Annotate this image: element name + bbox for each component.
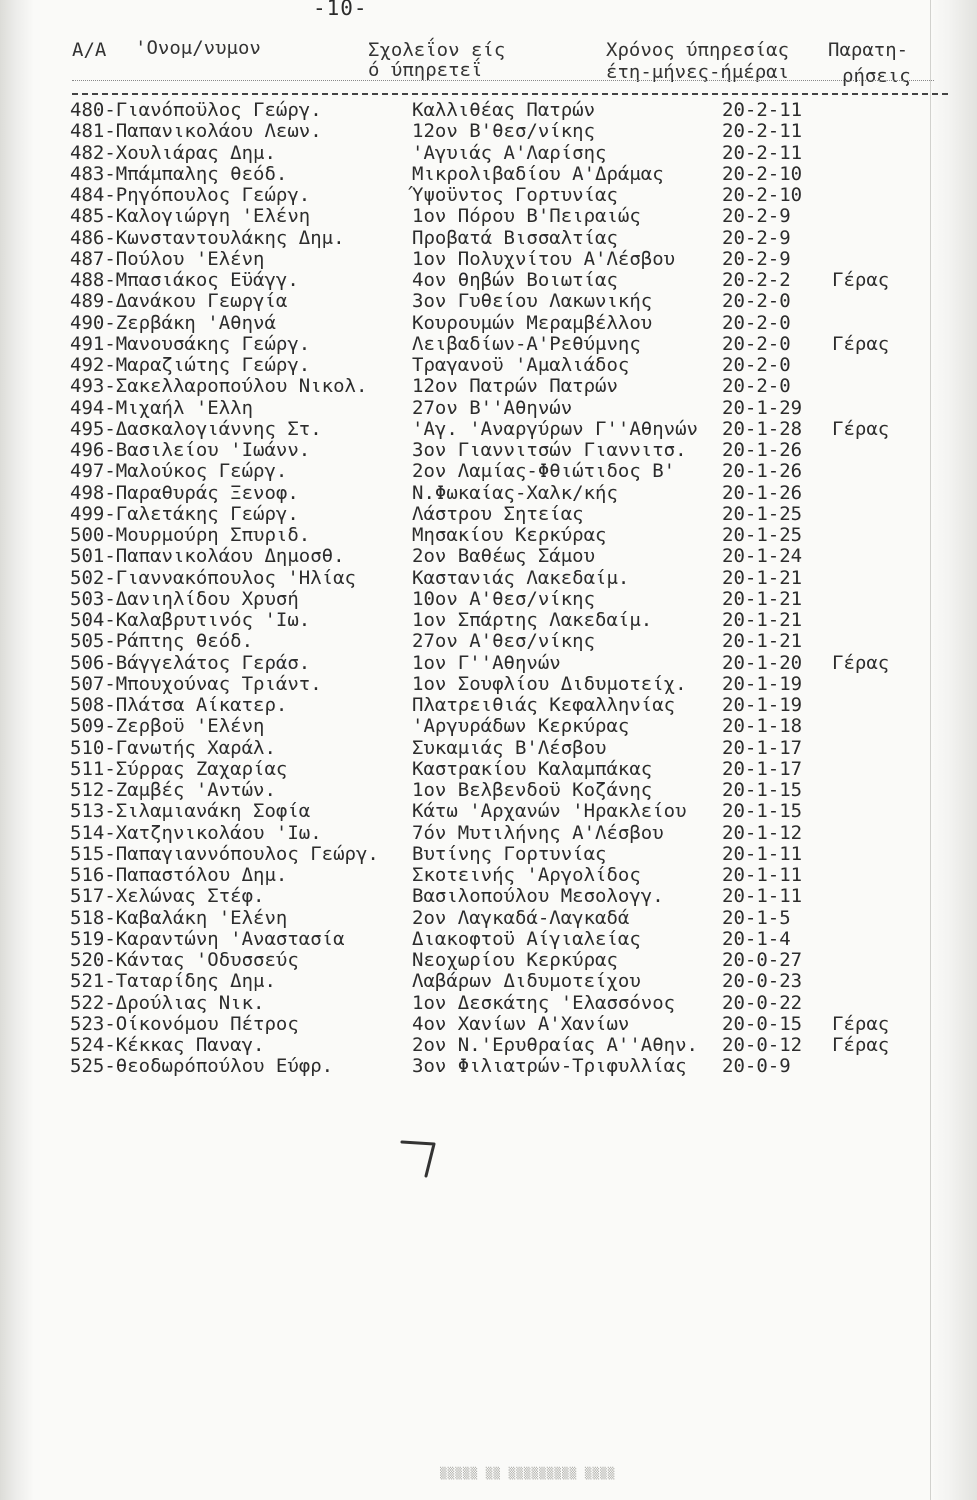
table-row	[0, 589, 977, 610]
record-name: 484-Ρηγόπουλος Γεώργ.	[70, 184, 311, 206]
record-name: 514-Χατζηνικολάου 'Ιω.	[70, 821, 322, 844]
record-years: 20-0-12	[722, 1034, 803, 1056]
record-name: 497-Μαλούκος Γεώργ.	[70, 460, 288, 483]
record-name: 520-Κάντας 'Οδυσσεύς	[70, 949, 299, 971]
table-row	[0, 206, 977, 227]
table-row	[0, 440, 977, 461]
record-years: 20-1-19	[722, 694, 803, 716]
record-name: 495-Δασκαλογιάννης Στ.	[70, 417, 322, 440]
record-name: 524-Κέκκας Παναγ.	[70, 1034, 265, 1056]
record-years: 20-2-11	[722, 141, 803, 164]
record-years: 20-0-23	[722, 970, 803, 993]
record-school: 12ον Πατρών Πατρών	[412, 375, 618, 398]
record-years: 20-1-15	[722, 779, 803, 801]
record-school: Βασιλοπούλου Μεσολογγ.	[412, 885, 664, 908]
record-name: 487-Πούλου 'Ελένη	[70, 247, 265, 270]
table-row	[0, 504, 977, 525]
table-row	[0, 929, 977, 950]
record-name: 485-Καλογιώργη 'Ελένη	[70, 205, 311, 228]
record-school: Κάτω 'Αρχανών 'Ηρακλείου	[412, 800, 687, 823]
record-years: 20-1-5	[722, 906, 791, 929]
record-school: 10ον Α'θεσ/νίκης	[412, 587, 596, 610]
table-row	[0, 1056, 977, 1077]
table-row	[0, 801, 977, 822]
table-row	[0, 971, 977, 992]
record-school: 4ον θηβών Βοιωτίας	[412, 269, 618, 291]
table-row	[0, 716, 977, 737]
record-years: 20-1-12	[722, 821, 803, 844]
record-years: 20-0-15	[722, 1012, 803, 1035]
record-name: 509-Ζερβοϋ 'Ελένη	[70, 715, 265, 738]
table-row	[0, 228, 977, 249]
record-school: Ύψοϋντος Γορτυνίας	[412, 184, 618, 206]
record-years: 20-2-11	[722, 120, 803, 143]
record-school: Λαβάρων Διδυμοτείχου	[412, 970, 641, 993]
record-notes: Γέρας	[832, 332, 890, 355]
table-row	[0, 908, 977, 929]
table-row	[0, 653, 977, 674]
table-row	[0, 355, 977, 376]
header-name: 'Ονομ/νυμον	[135, 37, 261, 59]
record-name: 486-Κωνσταντουλάκης Δημ.	[70, 226, 345, 249]
table-row	[0, 164, 977, 185]
table-row	[0, 398, 977, 419]
table-row	[0, 780, 977, 801]
header-number: Α/Α	[72, 39, 107, 61]
table-row	[0, 313, 977, 334]
record-years: 20-1-20	[722, 651, 803, 674]
record-years: 20-2-0	[722, 290, 791, 313]
record-years: 20-1-21	[722, 630, 803, 653]
record-years: 20-1-29	[722, 396, 803, 419]
record-name: 499-Γαλετάκης Γεώργ.	[70, 502, 299, 525]
record-school: 1ον Σουφλίου Διδυμοτείχ.	[412, 672, 687, 695]
record-school: Καστανιάς Λακεδαίμ.	[412, 566, 630, 589]
header-notes-line2: ρήσεις	[842, 65, 911, 87]
record-years: 20-0-22	[722, 991, 803, 1014]
record-name: 512-Ζαμβές 'Αντών.	[70, 779, 276, 801]
header-school-line2: ό ύπηρετεΐ	[368, 59, 483, 81]
table-row	[0, 695, 977, 716]
table-row	[0, 376, 977, 397]
record-years: 20-2-11	[722, 99, 803, 121]
record-school: 1ον Βελβενδοϋ Κοζάνης	[412, 779, 653, 801]
record-years: 20-1-4	[722, 927, 791, 950]
record-name: 483-Μπάμπαλης θεόδ.	[70, 162, 288, 185]
record-name: 523-Οίκονόμου Πέτρος	[70, 1012, 299, 1035]
record-years: 20-2-0	[722, 311, 791, 334]
record-years: 20-1-21	[722, 587, 803, 610]
record-school: 'Αγυιάς Α'Λαρίσης	[412, 141, 607, 164]
record-school: 12ον Β'θεσ/νίκης	[412, 120, 596, 143]
table-row	[0, 823, 977, 844]
table-row	[0, 334, 977, 355]
record-years: 20-1-19	[722, 672, 803, 695]
record-years: 20-1-26	[722, 439, 803, 461]
table-row	[0, 993, 977, 1014]
table-row	[0, 759, 977, 780]
record-name: 507-Μπουχούνας Τριάντ.	[70, 672, 322, 695]
header-school-line1: Σχολεΐον είς	[368, 39, 506, 61]
record-name: 494-Μιχαήλ 'Ελλη	[70, 396, 254, 419]
record-school: 7όν Μυτιλήνης Α'Λέσβου	[412, 821, 664, 844]
record-name: 508-Πλάτσα Αίκατερ.	[70, 694, 288, 716]
table-row	[0, 185, 977, 206]
record-name: 501-Παπανικολάου Δημοσθ.	[70, 545, 345, 568]
header-notes-line1: Παρατη-	[828, 39, 909, 61]
table-row	[0, 143, 977, 164]
record-notes: Γέρας	[832, 417, 890, 440]
faint-bottom-stamp: ▒▒▒▒▒ ▒▒ ▒▒▒▒▒▒▒▒▒ ▒▒▒▒	[440, 1467, 616, 1480]
record-years: 20-2-10	[722, 184, 803, 206]
record-years: 20-1-25	[722, 524, 803, 546]
record-school: 2ον Ν.'Ερυθραίας Α''Αθην.	[412, 1034, 698, 1056]
table-row	[0, 886, 977, 907]
record-school: Κουρουμών Μεραμβέλλου	[412, 311, 653, 334]
record-years: 20-1-11	[722, 885, 803, 908]
record-name: 500-Μουρμούρη Σπυριδ.	[70, 524, 311, 546]
record-school: 'Αγ. 'Αναργύρων Γ''Αθηνών	[412, 417, 698, 440]
table-row	[0, 610, 977, 631]
record-years: 20-1-28	[722, 417, 803, 440]
record-school: Ν.Φωκαίας-Χαλκ/κής	[412, 481, 618, 504]
record-school: 4ον Χανίων Α'Χανίων	[412, 1012, 630, 1035]
record-school: 1ον Σπάρτης Λακεδαίμ.	[412, 609, 653, 631]
record-school: Καλλιθέας Πατρών	[412, 99, 596, 121]
table-row	[0, 631, 977, 652]
header-rule	[72, 93, 948, 95]
record-school: Μικρολιβαδίου Α'Δράμας	[412, 162, 664, 185]
record-school: 1ον Δεσκάτης 'Ελασσόνος	[412, 991, 676, 1014]
record-name: 513-Σιλαμιανάκη Σοφία	[70, 800, 311, 823]
record-school: 27ον Β''Αθηνών	[412, 396, 573, 419]
record-name: 521-Ταταρίδης Δημ.	[70, 970, 276, 993]
record-years: 20-1-21	[722, 566, 803, 589]
record-notes: Γέρας	[832, 269, 890, 291]
record-name: 516-Παπαστόλου Δημ.	[70, 864, 288, 886]
record-school: 27ον Α'θεσ/νίκης	[412, 630, 596, 653]
record-school: Προβατά Βισσαλτίας	[412, 226, 618, 249]
record-school: 3ον Γιαννιτσών Γιαννιτσ.	[412, 439, 687, 461]
record-name: 481-Παπανικολάου Λεων.	[70, 120, 322, 143]
record-years: 20-2-9	[722, 247, 791, 270]
record-name: 503-Δανιηλίδου Χρυσή	[70, 587, 299, 610]
record-school: 1ον Πόρου Β'Πειραιώς	[412, 205, 641, 228]
page-number: -10-	[313, 0, 368, 20]
record-school: Διακοφτοϋ Αίγιαλείας	[412, 927, 641, 950]
record-years: 20-1-25	[722, 502, 803, 525]
table-row	[0, 1014, 977, 1035]
record-name: 489-Δανάκου Γεωργία	[70, 290, 288, 313]
record-name: 518-Καβαλάκη 'Ελένη	[70, 906, 288, 929]
record-school: 3ον Φιλιατρών-Τριφυλλίας	[412, 1055, 687, 1078]
record-years: 20-1-26	[722, 481, 803, 504]
record-years: 20-1-11	[722, 864, 803, 886]
record-school: Λειβαδίων-Α'Ρεθύμνης	[412, 332, 641, 355]
record-years: 20-2-2	[722, 269, 791, 291]
record-school: 2ον Λαμίας-Φθιώτιδος Β'	[412, 460, 676, 483]
table-row	[0, 865, 977, 886]
record-school: Καστρακίου Καλαμπάκας	[412, 757, 653, 780]
table-row	[0, 419, 977, 440]
record-name: 511-Σύρρας Ζαχαρίας	[70, 757, 288, 780]
record-name: 506-Βάγγελάτος Γεράσ.	[70, 651, 311, 674]
record-years: 20-2-0	[722, 332, 791, 355]
record-school: Βυτίνης Γορτυνίας	[412, 842, 607, 865]
record-name: 522-Δρούλιας Νικ.	[70, 991, 265, 1014]
record-years: 20-2-9	[722, 226, 791, 249]
table-row	[0, 546, 977, 567]
record-name: 480-Γιανόποϋλος Γεώργ.	[70, 99, 322, 121]
record-name: 505-Ράπτης θεόδ.	[70, 630, 254, 653]
record-name: 517-Χελώνας Στέφ.	[70, 885, 265, 908]
table-row	[0, 483, 977, 504]
record-years: 20-2-0	[722, 375, 791, 398]
handwritten-mark	[400, 1136, 460, 1186]
table-row	[0, 674, 977, 695]
record-name: 504-Καλαβρυτινός 'Ιω.	[70, 609, 311, 631]
record-name: 493-Σακελλαροπούλου Νικολ.	[70, 375, 368, 398]
record-name: 502-Γιαννακόπουλος 'Ηλίας	[70, 566, 356, 589]
table-row	[0, 249, 977, 270]
record-school: 1ον Πολυχνίτου Α'Λέσβου	[412, 247, 676, 270]
record-school: 2ον Λαγκαδά-Λαγκαδά	[412, 906, 630, 929]
record-name: 492-Μαραζιώτης Γεώργ.	[70, 354, 311, 376]
table-row	[0, 270, 977, 291]
record-years: 20-1-24	[722, 545, 803, 568]
header-years-line1: Χρόνος ύπηρεσίας	[606, 39, 790, 61]
record-years: 20-1-26	[722, 460, 803, 483]
record-name: 490-Ζερβάκη 'Αθηνά	[70, 311, 276, 334]
table-row	[0, 525, 977, 546]
record-years: 20-2-9	[722, 205, 791, 228]
record-name: 498-Παραθυράς Ξενοφ.	[70, 481, 299, 504]
record-school: 'Αργυράδων Κερκύρας	[412, 715, 630, 738]
record-name: 488-Μπασιάκος Εϋάγγ.	[70, 269, 299, 291]
record-years: 20-2-0	[722, 354, 791, 376]
record-school: 2ον Βαθέως Σάμου	[412, 545, 596, 568]
record-name: 482-Χουλιάρας Δημ.	[70, 141, 276, 164]
record-years: 20-0-27	[722, 949, 803, 971]
record-notes: Γέρας	[832, 651, 890, 674]
record-years: 20-1-21	[722, 609, 803, 631]
record-school: Μησακίου Κερκύρας	[412, 524, 607, 546]
record-school: Λάστρου Σητείας	[412, 502, 584, 525]
record-years: 20-1-11	[722, 842, 803, 865]
record-school: Νεοχωρίου Κερκύρας	[412, 949, 618, 971]
record-school: 3ον Γυθείου Λακωνικής	[412, 290, 653, 313]
record-years: 20-1-17	[722, 736, 803, 759]
header-underline	[72, 80, 934, 81]
table-row	[0, 461, 977, 482]
record-years: 20-0-9	[722, 1055, 791, 1078]
record-years: 20-1-18	[722, 715, 803, 738]
table-row	[0, 291, 977, 312]
record-years: 20-2-10	[722, 162, 803, 185]
table-row	[0, 568, 977, 589]
record-name: 515-Παπαγιαννόπουλος Γεώργ.	[70, 842, 379, 865]
record-school: Σκοτεινής 'Αργολίδος	[412, 864, 641, 886]
record-name: 525-θεοδωρόπούλου Εύφρ.	[70, 1055, 334, 1078]
table-row	[0, 100, 977, 121]
record-name: 491-Μανουσάκης Γεώργ.	[70, 332, 311, 355]
table-row	[0, 1035, 977, 1056]
table-row	[0, 121, 977, 142]
record-school: Τραγανοϋ 'Αμαλιάδος	[412, 354, 630, 376]
record-name: 510-Γανωτής Χαράλ.	[70, 736, 276, 759]
record-years: 20-1-17	[722, 757, 803, 780]
record-name: 519-Καραντώνη 'Αναστασία	[70, 927, 345, 950]
record-notes: Γέρας	[832, 1034, 890, 1056]
record-years: 20-1-15	[722, 800, 803, 823]
table-row	[0, 844, 977, 865]
record-notes: Γέρας	[832, 1012, 890, 1035]
record-school: Συκαμιάς Β'Λέσβου	[412, 736, 607, 759]
record-school: Πλατρειθιάς Κεφαλληνίας	[412, 694, 676, 716]
table-row	[0, 950, 977, 971]
table-row	[0, 738, 977, 759]
record-school: 1ον Γ''Αθηνών	[412, 651, 561, 674]
record-name: 496-Βασιλείου 'Ιωάνν.	[70, 439, 311, 461]
header-years-line2: έτη-μήνες-ήμέραι	[606, 61, 790, 83]
